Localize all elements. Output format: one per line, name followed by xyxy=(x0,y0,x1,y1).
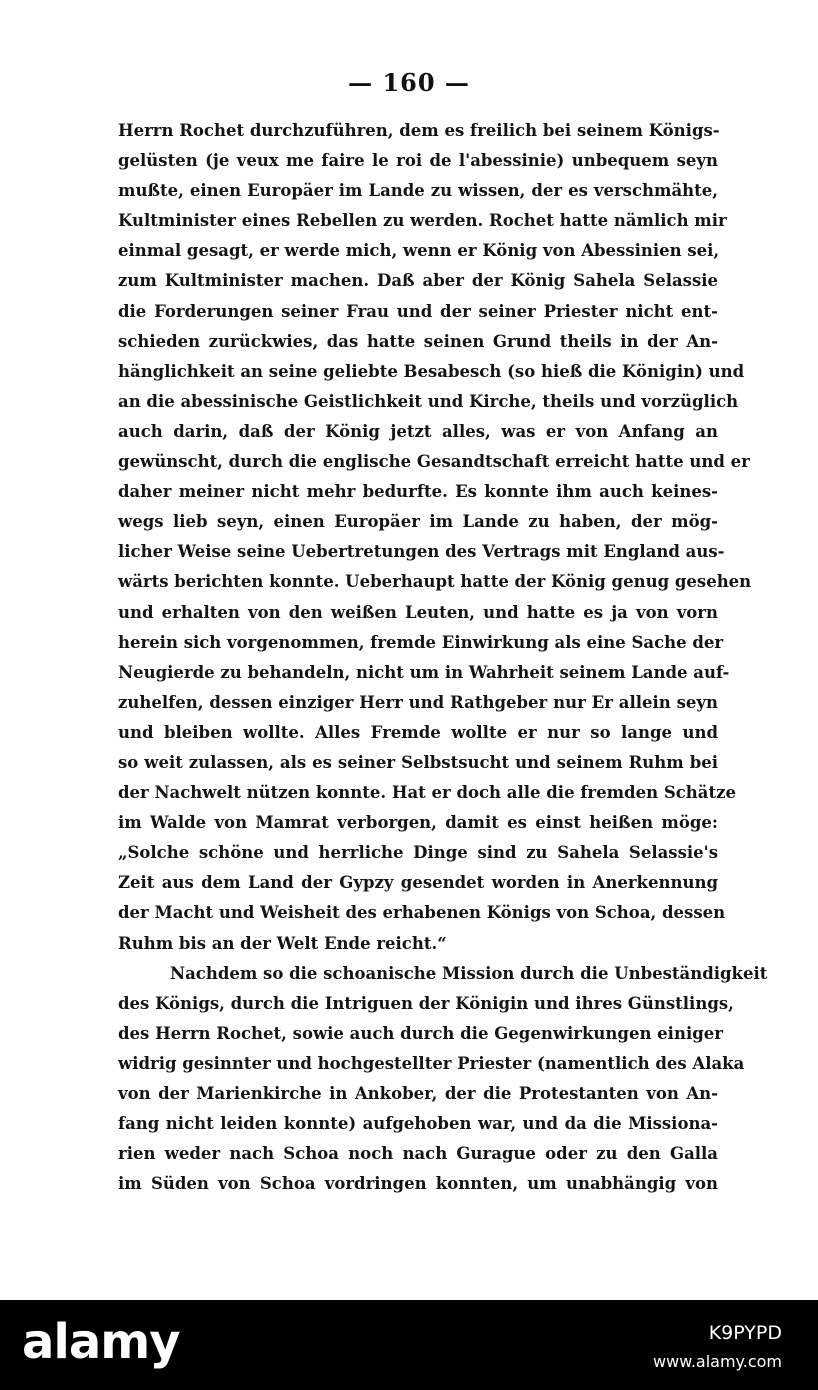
text-line-paragraph-end: Ruhm bis an der Welt Ende reicht.“ xyxy=(118,933,447,953)
text-line: auch darin, daß der König jetzt alles, was er von Anfang an xyxy=(118,421,718,441)
text-line: herein sich vorgenommen, fremde Einwirkung als eine Sache der xyxy=(118,632,724,652)
text-line: zum Kultminister machen. Daß aber der König Sahela Selassie xyxy=(118,271,718,291)
text-line: wegs lieb seyn, einen Europäer im Lande zu haben, der mög- xyxy=(118,512,718,532)
text-line-paragraph-start: Nachdem so die schoanische Mission durch die Unbeständigkeit xyxy=(170,963,768,983)
text-line: und erhalten von den weißen Leuten, und hatte es ja von vorn xyxy=(118,602,718,622)
text-line: hänglichkeit an seine geliebte Besabesch (so hieß die Königin) und xyxy=(118,361,745,381)
text-line: Kultminister eines Rebellen zu werden. Rochet hatte nämlich mir xyxy=(118,211,727,231)
text-line: der Nachwelt nützen konnte. Hat er doch alle die fremden Schätze xyxy=(118,783,736,803)
text-line: Zeit aus dem Land der Gypzy gesendet worden in Anerkennung xyxy=(118,873,718,893)
alamy-logo: alamy xyxy=(22,1314,180,1370)
text-line: von der Marienkirche in Ankober, der die Protestanten von An- xyxy=(118,1084,718,1103)
text-line: einmal gesagt, er werde mich, wenn er König von Abessinien sei, xyxy=(118,241,720,261)
page-number: — 160 — xyxy=(348,68,470,97)
text-line: rien weder nach Schoa noch nach Gurague oder zu den Galla xyxy=(118,1144,718,1164)
text-line: des Herrn Rochet, sowie auch durch die Gegenwirkungen einiger xyxy=(118,1023,723,1043)
body-text xyxy=(118,116,768,1199)
text-line: daher meiner nicht mehr bedurfte. Es konnte ihm auch keines- xyxy=(118,482,718,502)
watermark-footer xyxy=(0,1300,818,1390)
text-line: Neugierde zu behandeln, nicht um in Wahrheit seinem Lande auf- xyxy=(118,662,730,682)
text-line: mußte, einen Europäer im Lande zu wissen, der es verschmähte, xyxy=(118,181,718,201)
text-line: widrig gesinnter und hochgestellter Priester (namentlich des Alaka xyxy=(118,1053,745,1073)
text-line: zuhelfen, dessen einziger Herr und Rathgeber nur Er allein seyn xyxy=(118,692,718,712)
text-line: der Macht und Weisheit des erhabenen Königs von Schoa, dessen xyxy=(118,903,726,923)
text-line: des Königs, durch die Intriguen der Königin und ihres Günstlings, xyxy=(118,993,734,1013)
text-line: „Solche schöne und herrliche Dinge sind zu Sahela Selassie's xyxy=(118,843,718,863)
text-line: fang nicht leiden konnte) aufgehoben war, und da die Missiona- xyxy=(118,1114,718,1134)
footer-url: www.alamy.com xyxy=(653,1352,782,1371)
text-line: wärts berichten konnte. Ueberhaupt hatte der König genug gesehen xyxy=(118,572,752,592)
text-line: an die abessinische Geistlichkeit und Kirche, theils und vorzüglich xyxy=(118,391,739,411)
text-line: im Süden von Schoa vordringen konnten, um unabhängig von xyxy=(118,1174,718,1194)
text-line: so weit zulassen, als es seiner Selbstsucht und seinem Ruhm bei xyxy=(118,752,718,772)
text-line: die Forderungen seiner Frau und der seiner Priester nicht ent- xyxy=(118,301,718,321)
image-id: K9PYPD xyxy=(708,1322,782,1344)
text-line: und bleiben wollte. Alles Fremde wollte er nur so lange und xyxy=(118,722,718,742)
text-line: gelüsten (je veux me faire le roi de l'abessinie) unbequem seyn xyxy=(118,151,718,171)
text-line: gewünscht, durch die englische Gesandtschaft erreicht hatte und er xyxy=(118,452,750,472)
text-line: schieden zurückwies, das hatte seinen Grund theils in der An- xyxy=(118,331,718,351)
text-line: Herrn Rochet durchzuführen, dem es freilich bei seinem Königs- xyxy=(118,121,720,140)
text-line: licher Weise seine Uebertretungen des Vertrags mit England aus- xyxy=(118,542,725,562)
text-line: im Walde von Mamrat verborgen, damit es einst heißen möge: xyxy=(118,813,718,833)
